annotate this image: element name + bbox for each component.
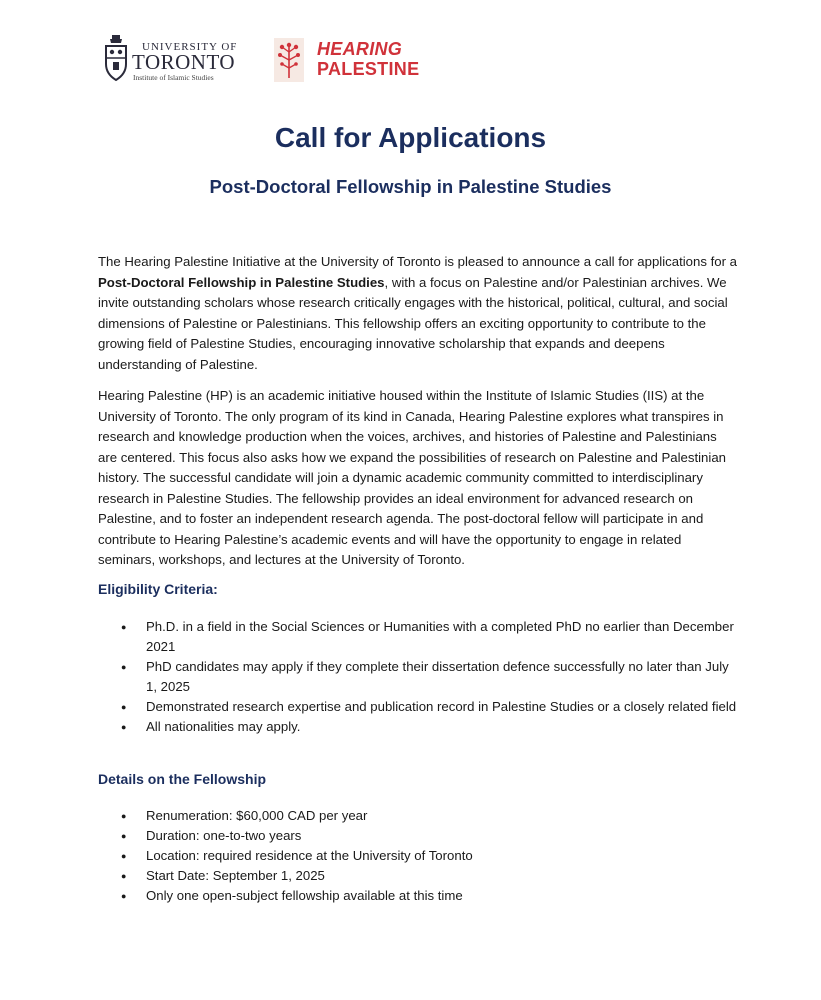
uoft-logo-line1: UNIVERSITY OF [142, 41, 238, 53]
header-logos [100, 30, 500, 90]
uoft-logo-line2: TORONTO [132, 50, 236, 74]
eligibility-heading: Eligibility Criteria: [98, 581, 218, 597]
intro-text-after: , with a focus on Palestine and/or Palestinian archives. We invite outstanding scholars whose research critically engages with the historical, political, cultural, and social dimensions of Palestine or Palestinians. This fellowship offers an exciting opportunity to contribute to the growing field of Palestine Studies, encouraging innovative scholarship that expands and deepens understanding of Palestine. [98, 274, 728, 372]
list-item: ● PhD candidates may apply if they complete their dissertation defence successfully no later than July 1, 2025 [98, 657, 738, 697]
about-paragraph: Hearing Palestine (HP) is an academic initiative housed within the Institute of Islamic Studies (IIS) at the University of Toronto. The only program of its kind in Canada, Hearing Palestine explores what transpires in research and knowledge production when the voices, archives, and histories of Palestine and Palestinians are centered. This focus also asks how we expand the possibilities of research on Palestine and Palestinian history. The successful candidate will join a dynamic academic community committed to interdisciplinary research in Palestine Studies. The fellowship provides an ideal environment for advanced research on Palestine, and to foster an independent research agenda. The post-doctoral fellow will participate in and contribute to Hearing Palestine’s academic events and will have the opportunity to engage in related seminars, workshops, and lectures at the University of Toronto. [98, 388, 726, 567]
hp-logo-line1: HEARING [317, 39, 403, 59]
uoft-crest-icon [104, 34, 128, 82]
uoft-logo-line3: Institute of Islamic Studies [133, 73, 214, 82]
list-item: ● Only one open-subject fellowship available at this time [98, 886, 738, 906]
details-list [98, 806, 738, 906]
hearing-palestine-tree-icon [274, 38, 304, 82]
page-title: Call for Applications [274, 122, 547, 153]
hp-logo-line2: PALESTINE [317, 59, 420, 79]
intro-paragraph [98, 252, 738, 375]
list-item: ● All nationalities may apply. [98, 717, 738, 737]
uoft-logo [100, 32, 250, 88]
list-item: ● Renumeration: $60,000 CAD per year [98, 806, 738, 826]
list-item: ● Ph.D. in a field in the Social Sciences or Humanities with a completed PhD no earlier than December 2021 [98, 617, 738, 657]
list-item: ● Demonstrated research expertise and publication record in Palestine Studies or a closely related field [98, 697, 738, 717]
list-item: ● Duration: one-to-two years [98, 826, 738, 846]
page-subtitle: Post-Doctoral Fellowship in Palestine Studies [209, 176, 612, 197]
eligibility-list [98, 617, 738, 737]
intro-text-before: The Hearing Palestine Initiative at the University of Toronto is pleased to announce a call for applications for a [98, 254, 737, 269]
list-item: ● Start Date: September 1, 2025 [98, 866, 738, 886]
details-heading: Details on the Fellowship [98, 771, 267, 787]
intro-text-bold: Post-Doctoral Fellowship in Palestine Studies [98, 274, 385, 290]
list-item: ● Location: required residence at the University of Toronto [98, 846, 738, 866]
